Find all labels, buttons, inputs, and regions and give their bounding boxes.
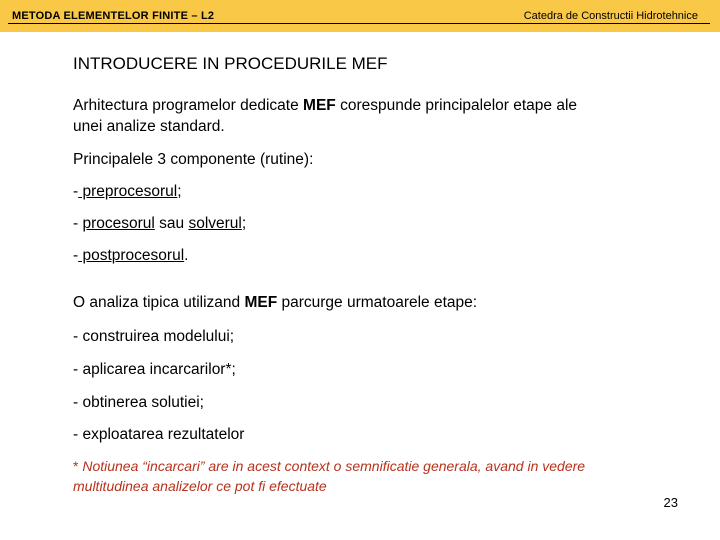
header-rule [8, 23, 710, 24]
intro-line-1: Arhitectura programelor dedicate MEF corespunde principalelor etape ale [73, 97, 578, 114]
step-item: - exploatarea rezultatelor [73, 426, 245, 443]
header-bar [0, 0, 720, 32]
component-postprocessor: - postprocesorul. [73, 247, 189, 264]
step-item: - construirea modelului; [73, 328, 235, 345]
component-preprocessor: - preprocesorul; [73, 183, 182, 200]
footnote-line-1: * Notiunea “incarcari” are in acest context o semnificatie generala, avand in vedere [73, 458, 586, 474]
slide-title: INTRODUCERE IN PROCEDURILE MEF [73, 54, 388, 73]
footnote-line-2: multitudinea analizelor ce pot fi efectuate [73, 478, 327, 494]
course-title: METODA ELEMENTELOR FINITE – L2 [12, 10, 215, 22]
footnote [73, 456, 693, 496]
department-name: Catedra de Constructii Hidrotehnice [523, 10, 698, 22]
components-heading: Principalele 3 componente (rutine): [73, 151, 314, 168]
analysis-intro: O analiza tipica utilizand MEF parcurge urmatoarele etape: [73, 294, 478, 311]
step-item: - aplicarea incarcarilor*; [73, 361, 236, 378]
component-processor: - procesorul sau solverul; [73, 215, 247, 232]
step-item: - obtinerea solutiei; [73, 394, 204, 411]
page-number: 23 [663, 495, 678, 510]
intro-line-2: unei analize standard. [73, 118, 225, 135]
